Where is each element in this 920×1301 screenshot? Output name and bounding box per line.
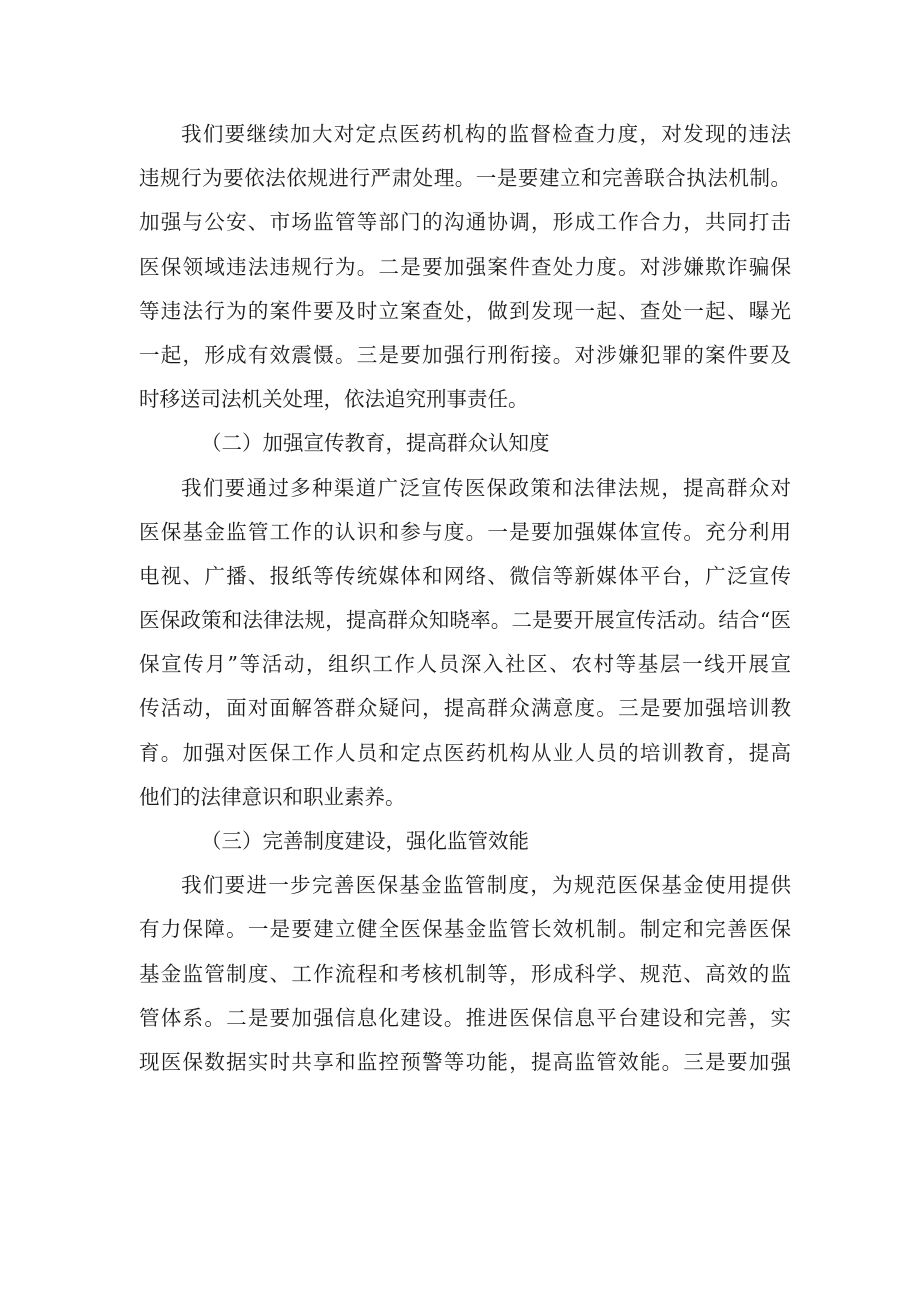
text-line: 基金监管制度、工作流程和考核机制等，形成科学、规范、高效的监	[139, 961, 791, 986]
text-line: 育。加强对医保工作人员和定点医药机构从业人员的培训教育，提高	[139, 740, 791, 765]
text-line: 医保政策和法律法规，提高群众知晓率。二是要开展宣传活动。结合“医	[139, 608, 791, 633]
text-line: 我们要进一步完善医保基金监管制度，为规范医保基金使用提供	[181, 873, 791, 898]
section-heading-2: （二）加强宣传教育，提高群众认知度	[201, 431, 550, 456]
text-line: 有力保障。一是要建立健全医保基金监管长效机制。制定和完善医保	[139, 917, 791, 942]
paragraph-enforcement	[139, 112, 791, 421]
text-line: 传活动，面对面解答群众疑问，提高群众满意度。三是要加强培训教	[139, 696, 791, 721]
text-line: 时移送司法机关处理，依法追究刑事责任。	[139, 387, 529, 412]
text-line: 我们要通过多种渠道广泛宣传医保政策和法律法规，提高群众对	[181, 475, 791, 500]
text-line: 等违法行为的案件要及时立案查处，做到发现一起、查处一起、曝光	[139, 298, 791, 323]
text-line: 保宣传月”等活动，组织工作人员深入社区、农村等基层一线开展宣	[139, 652, 791, 677]
text-line: 管体系。二是要加强信息化建设。推进医保信息平台建设和完善，实	[139, 1005, 791, 1030]
text-line: 医保基金监管工作的认识和参与度。一是要加强媒体宣传。充分利用	[139, 519, 791, 544]
text-line: 现医保数据实时共享和监控预警等功能，提高监管效能。三是要加强	[139, 1049, 791, 1074]
paragraph-publicity	[139, 466, 791, 820]
document-page	[139, 112, 791, 1084]
text-line: 我们要继续加大对定点医药机构的监督检查力度，对发现的违法	[181, 122, 791, 146]
text-line: 一起，形成有效震慑。三是要加强行刑衔接。对涉嫌犯罪的案件要及	[139, 342, 791, 367]
paragraph-system	[139, 863, 791, 1084]
text-line: 电视、广播、报纸等传统媒体和网络、微信等新媒体平台，广泛宣传	[139, 563, 791, 588]
section-heading-3: （三）完善制度建设，强化监管效能	[201, 829, 529, 853]
text-line: 医保领域违法违规行为。二是要加强案件查处力度。对涉嫌欺诈骗保	[139, 254, 791, 279]
text-line: 他们的法律意识和职业素养。	[139, 784, 406, 809]
text-line: 加强与公安、市场监管等部门的沟通协调，形成工作合力，共同打击	[139, 210, 791, 235]
text-line: 违规行为要依法依规进行严肃处理。一是要建立和完善联合执法机制。	[139, 166, 791, 191]
